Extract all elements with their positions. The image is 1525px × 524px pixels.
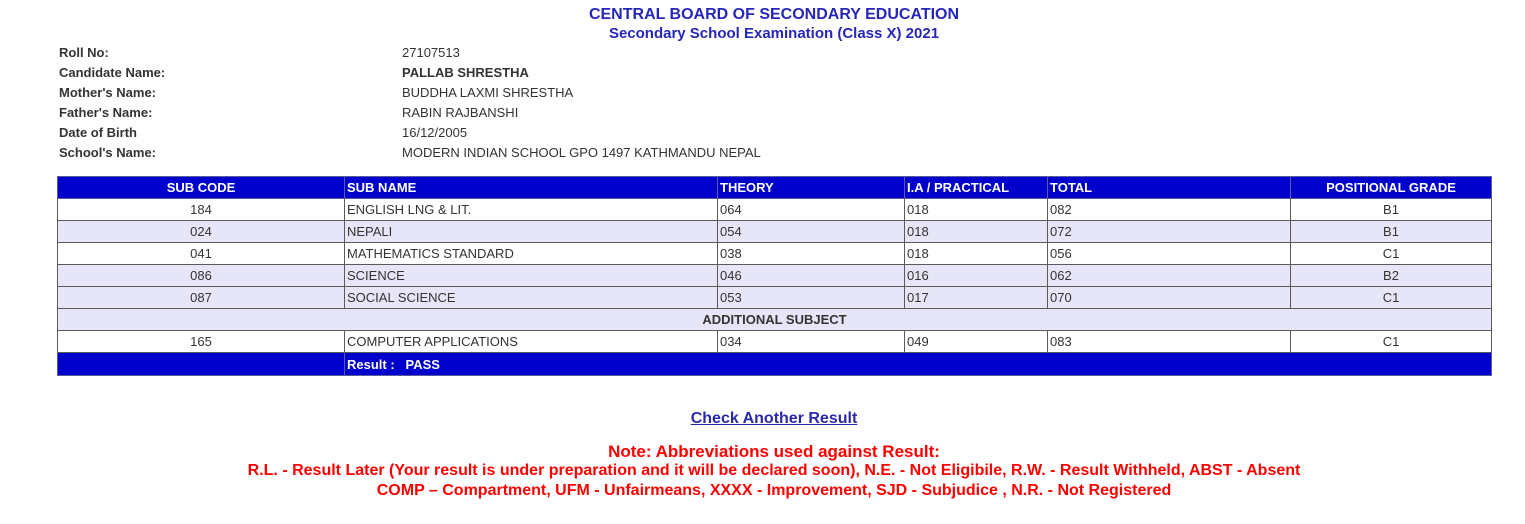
- school-name-label: School's Name:: [59, 145, 157, 160]
- additional-subject-row: [58, 309, 1492, 331]
- practical-cell: 018: [905, 221, 1048, 243]
- grade-cell: B1: [1291, 199, 1492, 221]
- result-cell: [345, 353, 1492, 376]
- sub-name-cell: ENGLISH LNG & LIT.: [345, 199, 718, 221]
- theory-cell: 046: [718, 265, 905, 287]
- table-row: [58, 243, 1492, 265]
- table-row: [58, 199, 1492, 221]
- theory-cell: 064: [718, 199, 905, 221]
- col-header-sub-code: SUB CODE: [58, 177, 345, 199]
- exam-title: Secondary School Examination (Class X) 2021: [608, 25, 940, 42]
- col-header-practical: I.A / PRACTICAL: [905, 177, 1048, 199]
- check-another-container: [0, 410, 1525, 428]
- sub-code-cell: 184: [58, 199, 345, 221]
- dob-value: 16/12/2005: [402, 125, 468, 140]
- col-header-theory: THEORY: [718, 177, 905, 199]
- table-row: [58, 265, 1492, 287]
- candidate-name-value: PALLAB SHRESTHA: [402, 65, 529, 80]
- father-name-value: RABIN RAJBANSHI: [402, 105, 519, 120]
- board-title: CENTRAL BOARD OF SECONDARY EDUCATION: [588, 6, 960, 23]
- practical-cell: 018: [905, 243, 1048, 265]
- father-name-label: Father's Name:: [59, 105, 153, 120]
- practical-cell: 049: [905, 331, 1048, 353]
- result-value: PASS: [405, 356, 440, 372]
- grade-cell: B2: [1291, 265, 1492, 287]
- sub-name-cell: SCIENCE: [345, 265, 718, 287]
- school-name-value: MODERN INDIAN SCHOOL GPO 1497 KATHMANDU NEPAL: [402, 145, 761, 160]
- sub-code-cell: 087: [58, 287, 345, 309]
- col-header-total: TOTAL: [1048, 177, 1291, 199]
- additional-subject-label: ADDITIONAL SUBJECT: [58, 309, 1492, 331]
- table-row: [58, 221, 1492, 243]
- grade-cell: C1: [1291, 331, 1492, 353]
- sub-name-cell: NEPALI: [345, 221, 718, 243]
- candidate-name-label: Candidate Name:: [59, 65, 166, 80]
- mother-name-value: BUDDHA LAXMI SHRESTHA: [402, 85, 574, 100]
- theory-cell: 034: [718, 331, 905, 353]
- sub-code-cell: 041: [58, 243, 345, 265]
- practical-cell: 018: [905, 199, 1048, 221]
- col-header-grade: POSITIONAL GRADE: [1291, 177, 1492, 199]
- total-cell: 070: [1048, 287, 1291, 309]
- sub-code-cell: 165: [58, 331, 345, 353]
- sub-name-cell: COMPUTER APPLICATIONS: [345, 331, 718, 353]
- table-row: [58, 331, 1492, 353]
- mother-name-label: Mother's Name:: [59, 85, 156, 100]
- roll-no-value: 27107513: [402, 45, 460, 60]
- note-line-1: R.L. - Result Later (Your result is under preparation and it will be declared soon), N.E. - Not Eligibile, R.W. - Result Withheld, ABST - Absent: [247, 462, 1301, 479]
- table-row: [58, 287, 1492, 309]
- result-label: Result :: [347, 356, 395, 372]
- sub-name-cell: SOCIAL SCIENCE: [345, 287, 718, 309]
- roll-no-label: Roll No:: [59, 45, 109, 60]
- sub-code-cell: 086: [58, 265, 345, 287]
- marks-table: [57, 176, 1492, 376]
- check-another-result-link[interactable]: Check Another Result: [690, 410, 858, 427]
- col-header-sub-name: SUB NAME: [345, 177, 718, 199]
- theory-cell: 054: [718, 221, 905, 243]
- practical-cell: 017: [905, 287, 1048, 309]
- total-cell: 083: [1048, 331, 1291, 353]
- table-header-row: [58, 177, 1492, 199]
- grade-cell: C1: [1291, 243, 1492, 265]
- sub-code-cell: 024: [58, 221, 345, 243]
- grade-cell: C1: [1291, 287, 1492, 309]
- sub-name-cell: MATHEMATICS STANDARD: [345, 243, 718, 265]
- result-row: [58, 353, 1492, 376]
- dob-label: Date of Birth: [59, 125, 137, 140]
- theory-cell: 038: [718, 243, 905, 265]
- grade-cell: B1: [1291, 221, 1492, 243]
- note-line-2: COMP – Compartment, UFM - Unfairmeans, XXXX - Improvement, SJD - Subjudice , N.R. - Not Registered: [376, 482, 1172, 499]
- note-title: Note: Abbreviations used against Result:: [608, 442, 940, 461]
- total-cell: 056: [1048, 243, 1291, 265]
- total-cell: 072: [1048, 221, 1291, 243]
- theory-cell: 053: [718, 287, 905, 309]
- practical-cell: 016: [905, 265, 1048, 287]
- total-cell: 062: [1048, 265, 1291, 287]
- total-cell: 082: [1048, 199, 1291, 221]
- result-empty-cell: [58, 353, 345, 376]
